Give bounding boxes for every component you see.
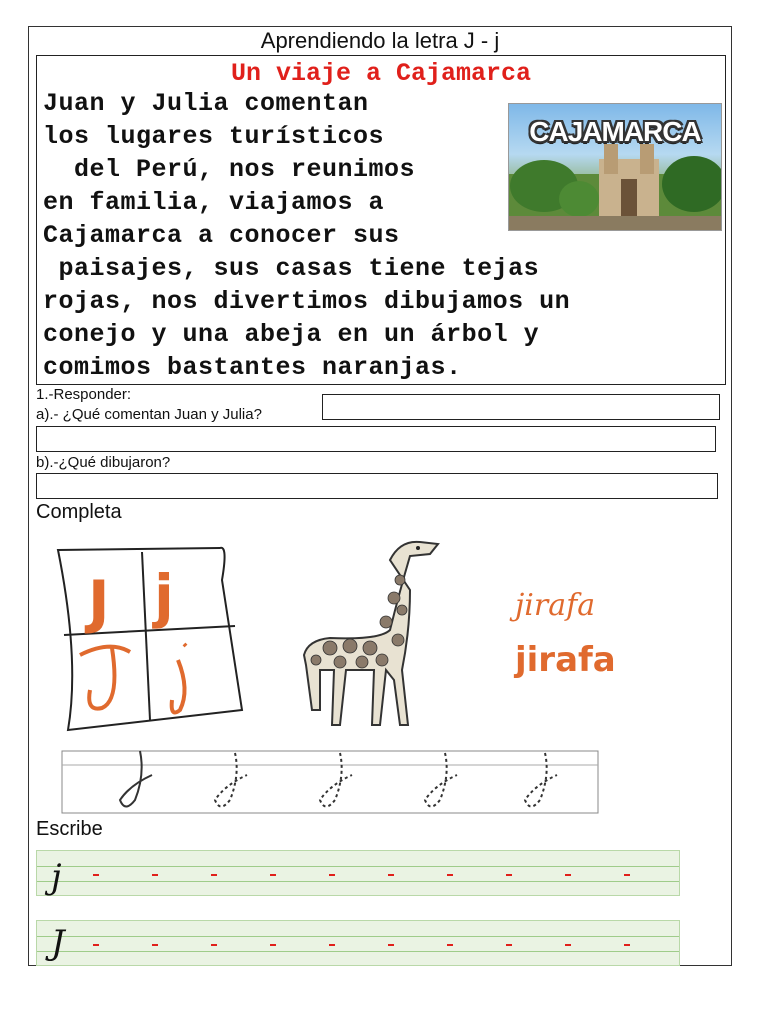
guide-dash — [624, 874, 630, 876]
story-line: conejo y una abeja en un árbol y — [43, 320, 540, 349]
guide-dash — [270, 944, 276, 946]
cajamarca-photo — [508, 103, 722, 231]
guide-dash — [388, 944, 394, 946]
writing-row[interactable] — [36, 850, 680, 896]
story-line: del Perú, nos reunimos — [43, 155, 416, 184]
question-a: a).- ¿Qué comentan Juan y Julia? — [36, 406, 262, 423]
word-cursive: jirafa — [515, 588, 596, 623]
story-line: los lugares turísticos — [43, 122, 385, 151]
guide-dash — [93, 874, 99, 876]
write-label: Escribe — [36, 818, 103, 840]
guide-dash — [388, 874, 394, 876]
guide-dash — [329, 874, 335, 876]
page-title: Aprendiendo la letra J - j — [260, 28, 500, 53]
row-letter: J — [51, 923, 65, 963]
card-letter-lower: j — [154, 562, 174, 630]
guide-dash — [447, 944, 453, 946]
letter-card — [50, 540, 250, 740]
guide-dash — [329, 944, 335, 946]
guide-dash — [447, 874, 453, 876]
answer-b-field[interactable] — [36, 473, 718, 499]
story-line: Cajamarca a conocer sus — [43, 221, 400, 250]
complete-label: Completa — [36, 501, 122, 523]
answer-a-inline-field[interactable] — [322, 394, 720, 420]
story-line: paisajes, sus casas tiene tejas — [43, 254, 540, 283]
writing-row[interactable] — [36, 920, 680, 966]
tracing-strip — [60, 745, 600, 817]
giraffe-illustration — [290, 530, 450, 735]
photo-caption: CAJAMARCA — [529, 116, 701, 147]
question-b: b).-¿Qué dibujaron? — [36, 454, 171, 471]
guide-dash — [624, 944, 630, 946]
story-line: en familia, viajamos a — [43, 188, 385, 217]
card-letter-upper: J — [88, 568, 110, 636]
row-letter: j — [51, 857, 62, 897]
word-illustration — [505, 585, 635, 685]
guide-dash — [93, 944, 99, 946]
guide-dash — [211, 944, 217, 946]
answer-a-field[interactable] — [36, 426, 716, 452]
guide-dash — [506, 874, 512, 876]
guide-dash — [565, 944, 571, 946]
story-line: Juan y Julia comentan — [43, 89, 369, 118]
guide-dash — [152, 874, 158, 876]
guide-dash — [270, 874, 276, 876]
guide-dash — [565, 874, 571, 876]
guide-dash — [152, 944, 158, 946]
story-line: comimos bastantes naranjas. — [43, 353, 462, 382]
questions-heading: 1.-Responder: — [36, 386, 132, 403]
story-line: rojas, nos divertimos dibujamos un — [43, 287, 571, 316]
guide-dash — [506, 944, 512, 946]
word-print: jirafa — [515, 640, 616, 680]
story-title: Un viaje a Cajamarca — [230, 59, 532, 88]
guide-dash — [211, 874, 217, 876]
